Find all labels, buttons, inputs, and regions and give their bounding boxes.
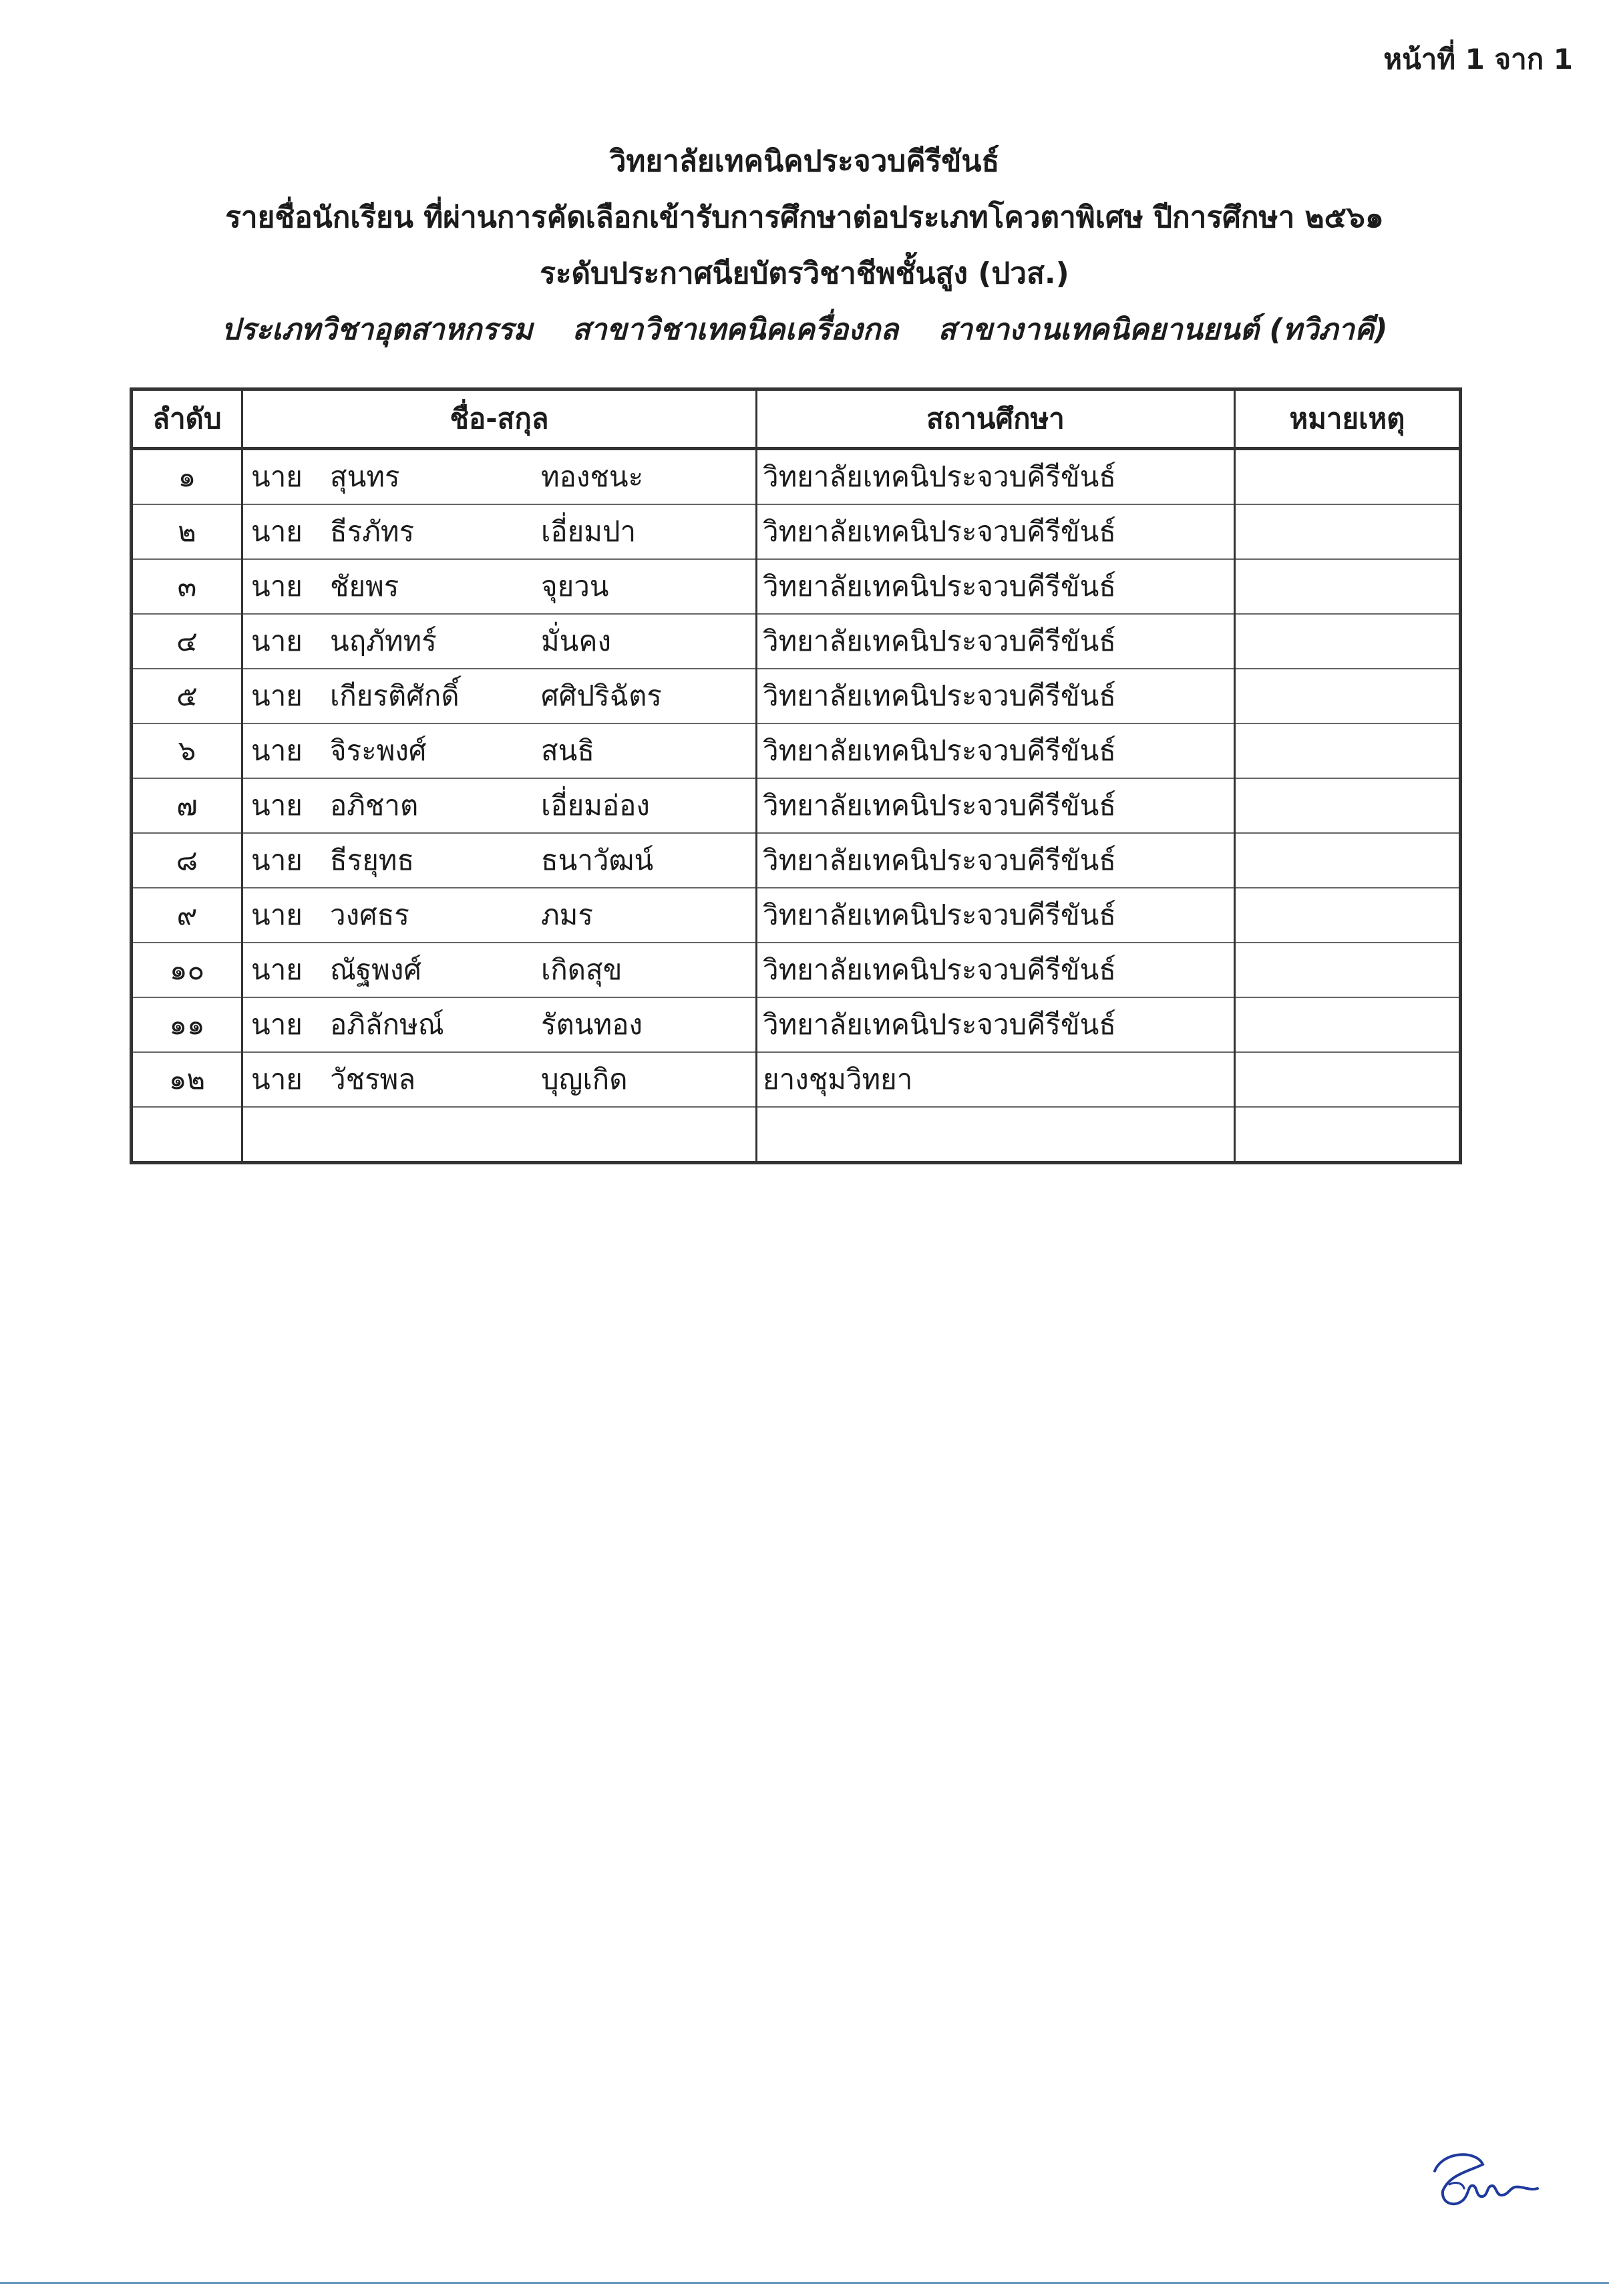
row-school: วิทยาลัยเทคนิประจวบคีรีขันธ์: [757, 449, 1235, 505]
name-prefix: นาย: [251, 844, 303, 876]
last-name: เอี่ยมปา: [541, 515, 637, 548]
row-school: วิทยาลัยเทคนิประจวบคีรีขันธ์: [757, 778, 1235, 833]
name-prefix: นาย: [251, 515, 303, 548]
column-header-order: ลำดับ: [132, 389, 242, 449]
name-prefix: นาย: [251, 570, 303, 603]
table-row: [132, 614, 1461, 669]
row-name: [242, 449, 757, 505]
program-details: [0, 302, 1609, 358]
row-name: [242, 997, 757, 1052]
table-row: [132, 943, 1461, 997]
table-row: [132, 1052, 1461, 1107]
row-order: ๑๐: [132, 943, 242, 997]
row-name: [242, 833, 757, 888]
row-note: [1235, 997, 1461, 1052]
row-name: [242, 723, 757, 778]
name-prefix: นาย: [251, 460, 303, 493]
row-order: ๔: [132, 614, 242, 669]
first-name: อภิชาต: [330, 789, 419, 822]
program-field: สาขางานเทคนิคยานยนต์ (ทวิภาคี): [938, 313, 1388, 347]
student-list-table: [130, 387, 1462, 1164]
row-note: [1235, 723, 1461, 778]
empty-cell: [132, 1107, 242, 1163]
document-title: รายชื่อนักเรียน ที่ผ่านการคัดเลือกเข้ารับการศึกษาต่อประเภทโควตาพิเศษ ปีการศึกษา ๒๕๖๑: [225, 200, 1384, 234]
row-school: วิทยาลัยเทคนิประจวบคีรีขันธ์: [757, 559, 1235, 614]
row-order: ๗: [132, 778, 242, 833]
row-note: [1235, 669, 1461, 723]
table-header-row: [132, 389, 1461, 449]
program-level: ระดับประกาศนียบัตรวิชาชีพชั้นสูง (ปวส.): [540, 257, 1069, 291]
name-prefix: นาย: [251, 1008, 303, 1041]
row-order: ๕: [132, 669, 242, 723]
empty-cell: [757, 1107, 1235, 1163]
row-order: ๒: [132, 504, 242, 559]
column-header-school: สถานศึกษา: [757, 389, 1235, 449]
row-note: [1235, 1052, 1461, 1107]
first-name: วัชรพล: [330, 1063, 416, 1096]
name-prefix: นาย: [251, 953, 303, 986]
row-name: [242, 888, 757, 943]
row-school: วิทยาลัยเทคนิประจวบคีรีขันธ์: [757, 669, 1235, 723]
document-header: [0, 134, 1609, 358]
row-school: วิทยาลัยเทคนิประจวบคีรีขันธ์: [757, 943, 1235, 997]
last-name: จุยวน: [541, 570, 609, 603]
row-name: [242, 559, 757, 614]
row-note: [1235, 888, 1461, 943]
first-name: อภิลักษณ์: [330, 1008, 444, 1041]
row-school: วิทยาลัยเทคนิประจวบคีรีขันธ์: [757, 504, 1235, 559]
row-order: ๘: [132, 833, 242, 888]
row-note: [1235, 833, 1461, 888]
row-name: [242, 778, 757, 833]
row-note: [1235, 449, 1461, 505]
first-name: นฤภัททร์: [330, 625, 437, 657]
row-order: ๑: [132, 449, 242, 505]
table-row-empty: [132, 1107, 1461, 1163]
row-order: ๓: [132, 559, 242, 614]
signature: [1429, 2144, 1543, 2218]
college-name: วิทยาลัยเทคนิคประจวบคีรีขันธ์: [609, 144, 1000, 178]
column-header-name: ชื่อ-สกุล: [242, 389, 757, 449]
table-row: [132, 833, 1461, 888]
row-note: [1235, 778, 1461, 833]
table-row: [132, 559, 1461, 614]
name-prefix: นาย: [251, 898, 303, 931]
last-name: ภมร: [541, 898, 593, 931]
first-name: เกียรติศักดิ์: [330, 679, 460, 712]
table-row: [132, 669, 1461, 723]
row-note: [1235, 504, 1461, 559]
row-note: [1235, 559, 1461, 614]
table-row: [132, 723, 1461, 778]
name-prefix: นาย: [251, 625, 303, 657]
row-note: [1235, 943, 1461, 997]
table-row: [132, 778, 1461, 833]
row-school: วิทยาลัยเทคนิประจวบคีรีขันธ์: [757, 833, 1235, 888]
page-number: หน้าที่ 1 จาก 1: [1383, 43, 1573, 75]
row-school: ยางชุมวิทยา: [757, 1052, 1235, 1107]
last-name: มั่นคง: [541, 625, 611, 657]
last-name: ธนาวัฒน์: [541, 844, 654, 876]
row-note: [1235, 614, 1461, 669]
last-name: สนธิ: [541, 734, 594, 767]
last-name: ศศิปริฉัตร: [541, 679, 662, 712]
row-school: วิทยาลัยเทคนิประจวบคีรีขันธ์: [757, 614, 1235, 669]
table-row: [132, 888, 1461, 943]
row-school: วิทยาลัยเทคนิประจวบคีรีขันธ์: [757, 997, 1235, 1052]
first-name: วงศธร: [330, 898, 409, 931]
empty-cell: [242, 1107, 757, 1163]
row-name: [242, 943, 757, 997]
row-name: [242, 504, 757, 559]
row-order: ๖: [132, 723, 242, 778]
last-name: บุญเกิด: [541, 1063, 628, 1096]
row-order: ๑๒: [132, 1052, 242, 1107]
last-name: ทองชนะ: [541, 460, 644, 493]
program-major: สาขาวิชาเทคนิคเครื่องกล: [572, 313, 899, 347]
row-name: [242, 614, 757, 669]
program-type: ประเภทวิชาอุตสาหกรรม: [221, 313, 533, 347]
last-name: เอี่ยมอ่อง: [541, 789, 650, 822]
row-order: ๙: [132, 888, 242, 943]
first-name: จิระพงศ์: [330, 734, 427, 767]
name-prefix: นาย: [251, 679, 303, 712]
empty-cell: [1235, 1107, 1461, 1163]
row-name: [242, 1052, 757, 1107]
table-row: [132, 997, 1461, 1052]
first-name: ธีรภัทร: [330, 515, 415, 548]
first-name: ธีรยุทธ: [330, 844, 415, 876]
name-prefix: นาย: [251, 734, 303, 767]
column-header-note: หมายเหตุ: [1235, 389, 1461, 449]
row-school: วิทยาลัยเทคนิประจวบคีรีขันธ์: [757, 723, 1235, 778]
name-prefix: นาย: [251, 789, 303, 822]
first-name: ชัยพร: [330, 570, 399, 603]
first-name: สุนทร: [330, 460, 400, 493]
table-row: [132, 449, 1461, 505]
last-name: เกิดสุข: [541, 953, 622, 986]
row-order: ๑๑: [132, 997, 242, 1052]
table-row: [132, 504, 1461, 559]
last-name: รัตนทอง: [541, 1008, 643, 1041]
row-name: [242, 669, 757, 723]
row-school: วิทยาลัยเทคนิประจวบคีรีขันธ์: [757, 888, 1235, 943]
first-name: ณัฐพงศ์: [330, 953, 421, 986]
bottom-rule: [0, 2282, 1609, 2284]
name-prefix: นาย: [251, 1063, 303, 1096]
